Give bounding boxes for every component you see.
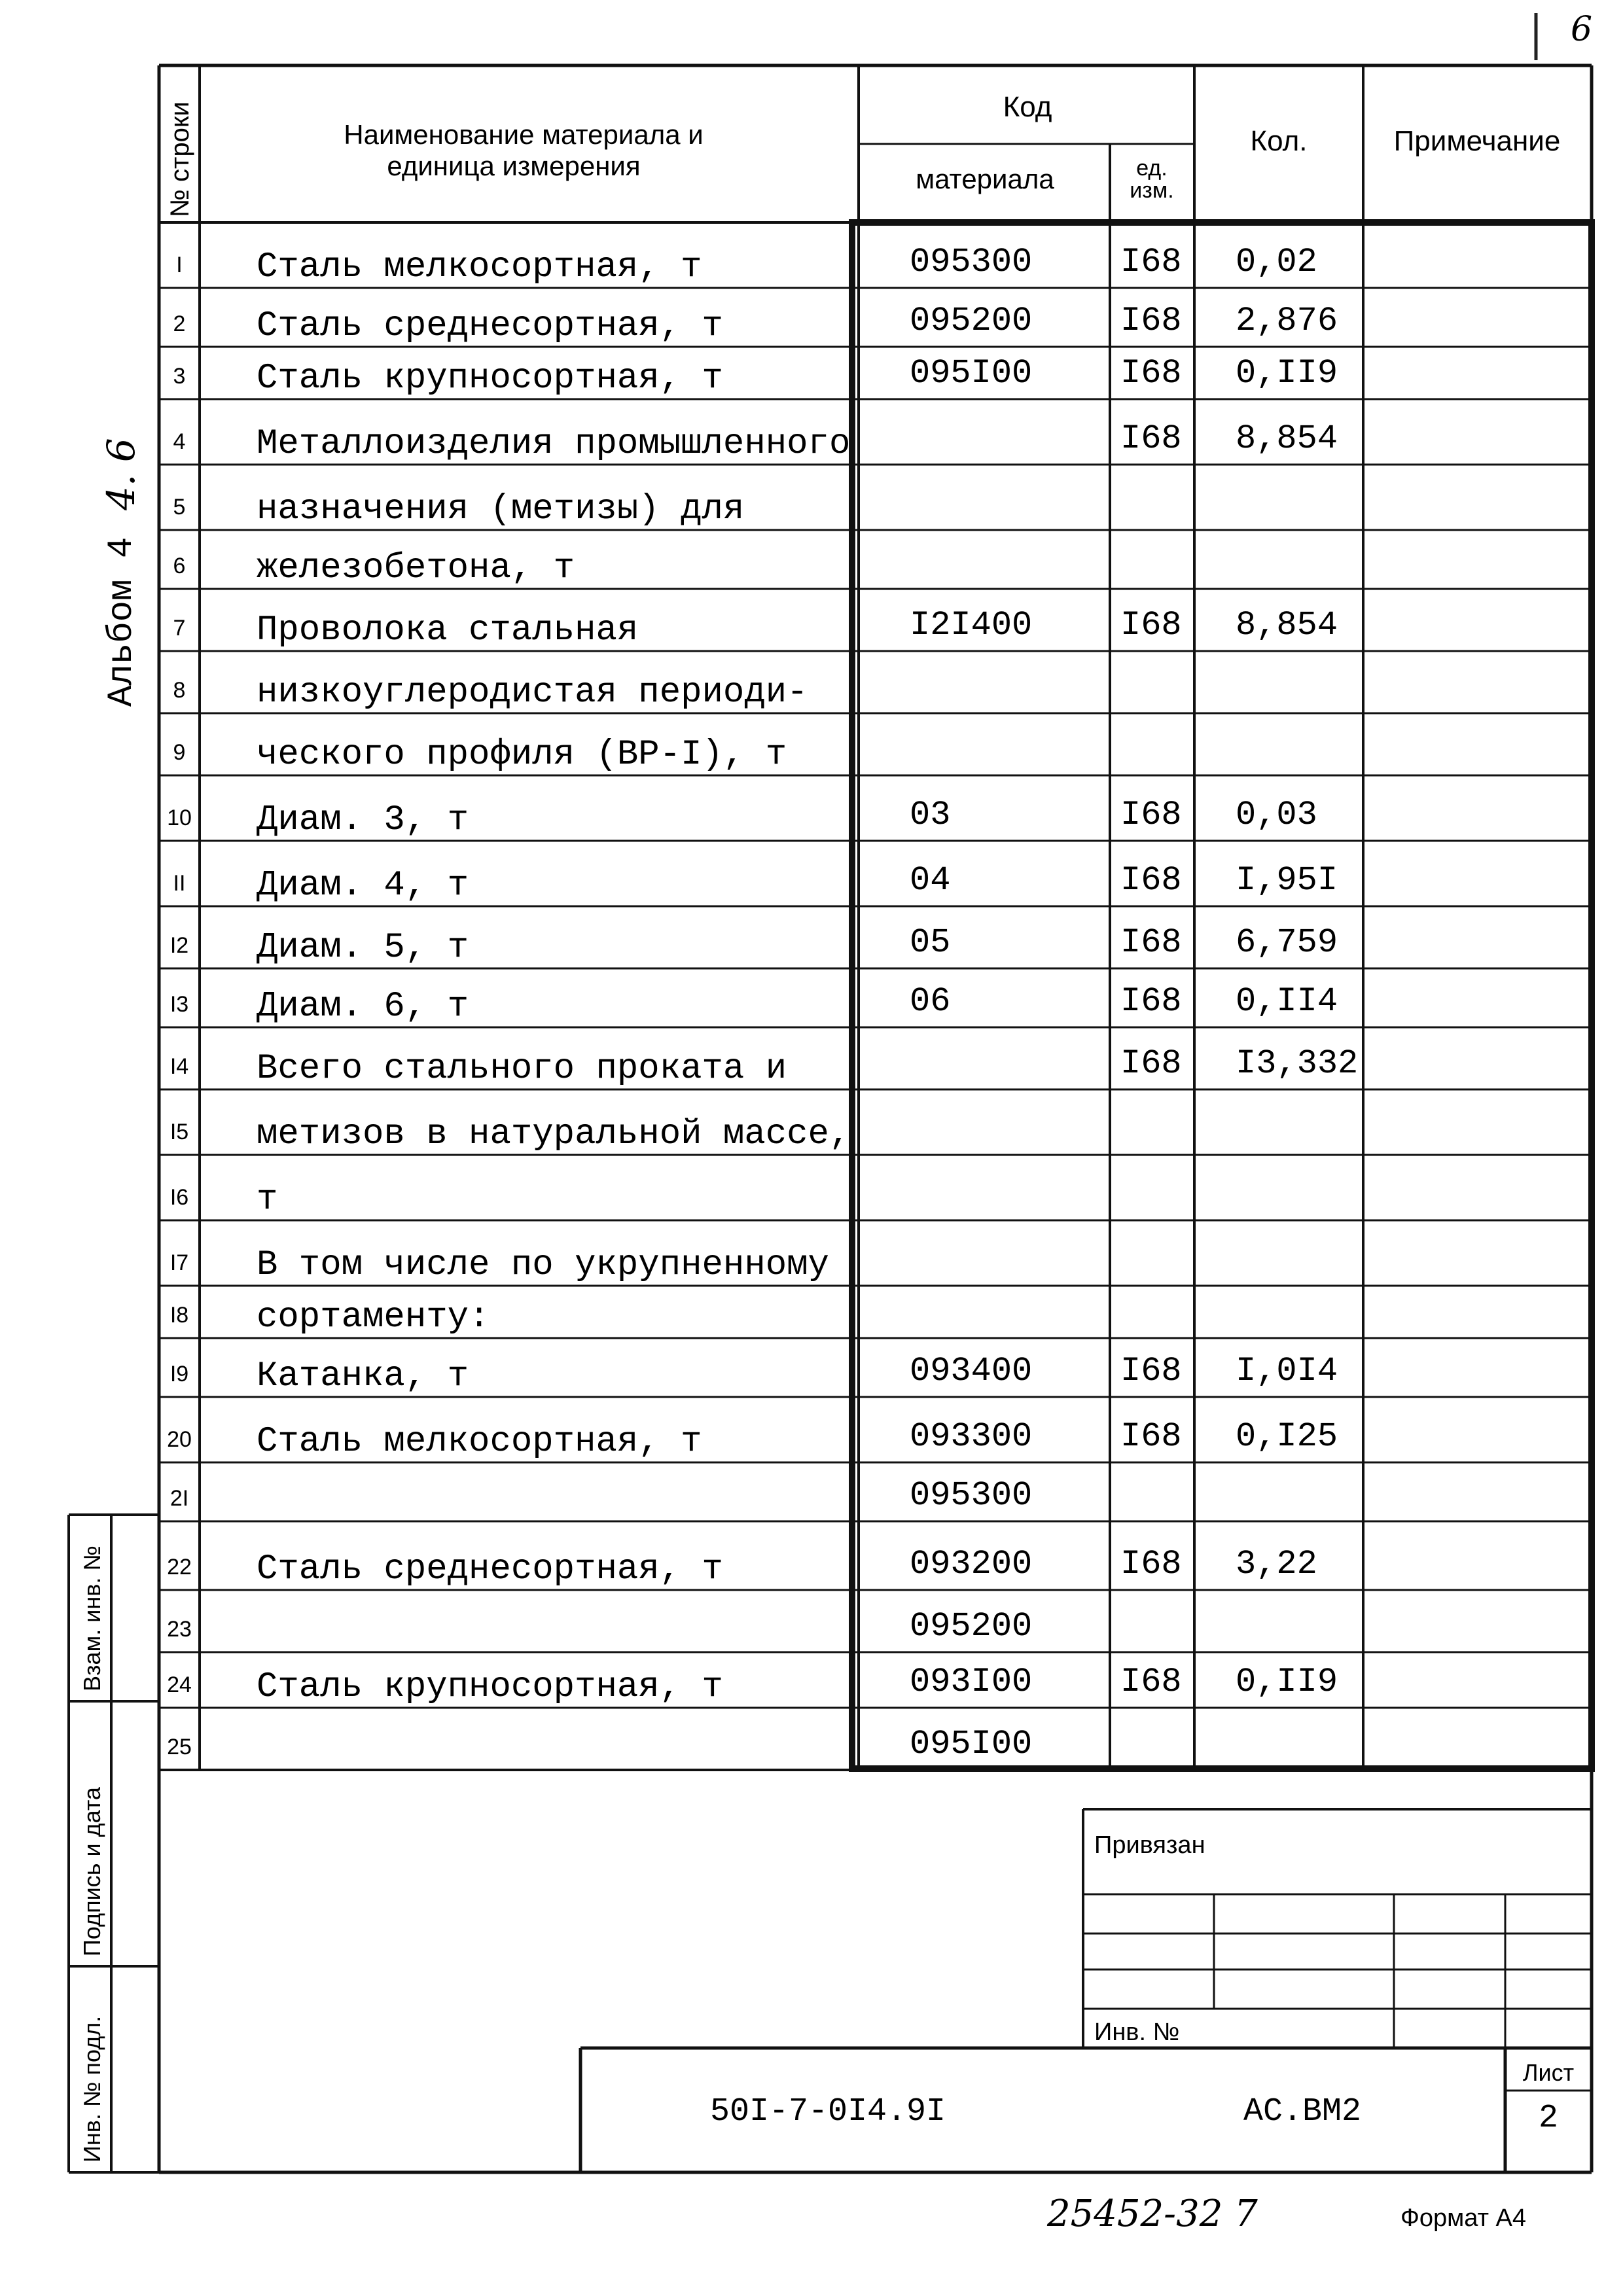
corner-mark: 6: [1571, 10, 1593, 49]
row-number: I4: [169, 1054, 189, 1079]
material-code: 095I00: [910, 1725, 1033, 1763]
quantity: 6,759: [1236, 923, 1338, 962]
row-number: 3: [173, 364, 186, 389]
quantity: 8,854: [1236, 606, 1338, 645]
material-name: Сталь мелкосортная, т: [257, 1422, 702, 1462]
album-handwritten-number: 4. 6: [99, 438, 143, 510]
material-name: Сталь крупносортная, т: [257, 359, 723, 398]
privyazan-label: Привязан: [1094, 1831, 1205, 1859]
side-stamp-podpis: Подпись и дата: [79, 1787, 105, 1956]
side-stamp-vzam: Взам. инв. №: [79, 1545, 105, 1691]
material-name: метизов в натуральной массе,: [257, 1114, 851, 1154]
material-name: низкоуглеродистая периоди-: [257, 673, 808, 713]
quantity: I,0I4: [1236, 1352, 1338, 1390]
material-code: 093I00: [910, 1663, 1033, 1701]
footer-format: Формат А4: [1400, 2204, 1527, 2232]
header-note: Примечание: [1393, 125, 1561, 157]
quantity: I3,332: [1236, 1044, 1359, 1083]
row-number: 10: [167, 805, 192, 830]
material-name: Диам. 3, т: [257, 800, 469, 840]
row-number: I6: [169, 1185, 189, 1210]
unit-code: I68: [1120, 419, 1182, 458]
material-name: железобетона, т: [257, 548, 575, 588]
row-number: 8: [173, 678, 186, 703]
material-name: Сталь среднесортная, т: [257, 1549, 723, 1589]
sheet-label: Лист: [1522, 2059, 1575, 2086]
quantity: 2,876: [1236, 302, 1338, 340]
row-number: I8: [169, 1303, 189, 1328]
quantity: 0,II9: [1236, 1663, 1338, 1701]
doc-code: 50I-7-0I4.9I: [709, 2093, 946, 2130]
row-number: 4: [173, 429, 186, 454]
header-code: Код: [1003, 91, 1052, 123]
header-code-material: материала: [916, 164, 1054, 194]
row-number: I5: [169, 1120, 189, 1144]
row-number: 6: [173, 554, 186, 578]
doc-mark: АС.ВМ2: [1243, 2093, 1362, 2130]
unit-code: I68: [1120, 1352, 1182, 1390]
row-number: I3: [169, 992, 189, 1017]
material-code: 06: [910, 982, 951, 1021]
material-code: 093200: [910, 1545, 1033, 1583]
material-name: Диам. 4, т: [257, 866, 469, 906]
material-name: назначения (метизы) для: [257, 489, 745, 529]
unit-code: I68: [1120, 796, 1182, 834]
material-code: 05: [910, 923, 951, 962]
quantity: 0,I25: [1236, 1417, 1338, 1456]
unit-code: I68: [1120, 1044, 1182, 1083]
side-stamp-inv-podl: Инв. № подл.: [79, 2015, 105, 2163]
unit-code: I68: [1120, 982, 1182, 1021]
material-code: I2I400: [910, 606, 1033, 645]
material-name: сортаменту:: [257, 1298, 490, 1337]
unit-code: I68: [1120, 302, 1182, 340]
material-name: Диам. 5, т: [257, 928, 469, 968]
quantity: 0,03: [1236, 796, 1317, 834]
album-label: Альбом 4: [102, 537, 142, 707]
material-name: Сталь крупносортная, т: [257, 1667, 723, 1707]
quantity: 0,II9: [1236, 354, 1338, 393]
material-name: т: [257, 1180, 278, 1220]
row-number: 5: [173, 495, 186, 520]
row-number: 24: [167, 1672, 192, 1697]
row-number: II: [173, 871, 186, 896]
unit-code: I68: [1120, 243, 1182, 281]
material-code: 095300: [910, 1476, 1033, 1515]
material-code: 093300: [910, 1417, 1033, 1456]
row-number: I7: [169, 1250, 189, 1275]
row-number: 22: [167, 1555, 192, 1580]
row-number: 9: [173, 740, 186, 765]
row-number: I2: [169, 933, 189, 958]
footer-handwritten-number: 25452-32 7: [1047, 2193, 1258, 2235]
row-number: 2: [173, 311, 186, 336]
sheet-number: 2: [1538, 2100, 1559, 2137]
header-name-line2: единица измерения: [387, 150, 641, 181]
material-code: 03: [910, 796, 951, 834]
quantity: I,95I: [1236, 861, 1338, 900]
row-number: 2I: [169, 1486, 189, 1511]
unit-code: I68: [1120, 923, 1182, 962]
row-number: I: [176, 253, 183, 277]
material-code: 095200: [910, 302, 1033, 340]
header-code-unit-line1: ед.: [1136, 156, 1168, 181]
material-code: 095200: [910, 1607, 1033, 1646]
material-code: 095I00: [910, 354, 1033, 393]
quantity: 8,854: [1236, 419, 1338, 458]
unit-code: I68: [1120, 354, 1182, 393]
header-name-line1: Наименование материала и: [344, 119, 704, 150]
quantity: 0,02: [1236, 243, 1317, 281]
unit-code: I68: [1120, 1417, 1182, 1456]
header-qty: Кол.: [1250, 125, 1308, 157]
row-number: 23: [167, 1617, 192, 1642]
material-name: Всего стального проката и: [257, 1049, 787, 1089]
material-name: Сталь среднесортная, т: [257, 306, 723, 346]
material-code: 04: [910, 861, 951, 900]
inv-no-label: Инв. №: [1094, 2019, 1180, 2046]
row-number: 25: [167, 1735, 192, 1759]
material-name: Сталь мелкосортная, т: [257, 247, 702, 287]
row-number: 20: [167, 1427, 192, 1452]
unit-code: I68: [1120, 1545, 1182, 1583]
header-row-no: № строки: [166, 101, 194, 217]
header-code-unit-line2: изм.: [1130, 178, 1174, 203]
material-name: Проволока стальная: [257, 610, 639, 650]
unit-code: I68: [1120, 861, 1182, 900]
material-name: Диам. 6, т: [257, 987, 469, 1027]
material-code: 093400: [910, 1352, 1033, 1390]
material-name: Металлоизделия промышленного: [257, 424, 851, 464]
material-name: Катанка, т: [257, 1356, 469, 1396]
unit-code: I68: [1120, 606, 1182, 645]
unit-code: I68: [1120, 1663, 1182, 1701]
material-name: В том числе по укрупненному: [257, 1245, 829, 1285]
material-name: ческого профиля (ВР-I), т: [257, 735, 787, 775]
row-number: 7: [173, 616, 186, 641]
quantity: 3,22: [1236, 1545, 1317, 1583]
material-code: 095300: [910, 243, 1033, 281]
quantity: 0,II4: [1236, 982, 1338, 1021]
row-number: I9: [169, 1362, 189, 1386]
